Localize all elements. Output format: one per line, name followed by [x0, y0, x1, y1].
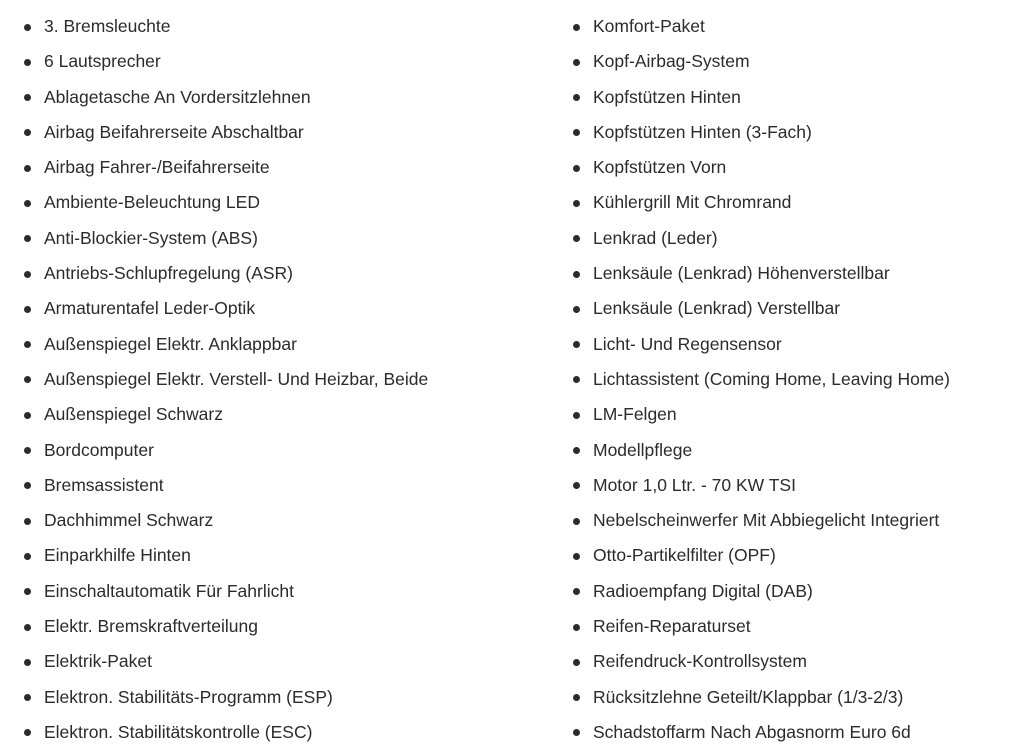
feature-item: [573, 150, 1024, 185]
bullet-icon: [573, 129, 580, 136]
feature-label: Airbag Beifahrerseite Abschaltbar: [44, 121, 304, 142]
feature-column-left: [24, 9, 544, 750]
feature-item: [24, 291, 544, 326]
feature-label: Antriebs-Schlupfregelung (ASR): [44, 263, 294, 284]
feature-item: [573, 221, 1024, 256]
feature-item: [573, 574, 1024, 609]
bullet-icon: [24, 694, 31, 701]
bullet-icon: [24, 518, 31, 525]
feature-item: [24, 715, 544, 750]
feature-item: [573, 715, 1024, 750]
feature-item: [24, 538, 544, 573]
feature-label: Dachhimmel Schwarz: [44, 510, 214, 531]
feature-item: [24, 362, 544, 397]
bullet-icon: [24, 624, 31, 631]
bullet-icon: [573, 94, 580, 101]
bullet-icon: [24, 376, 31, 383]
bullet-icon: [573, 729, 580, 736]
bullet-icon: [24, 129, 31, 136]
feature-label: Außenspiegel Elektr. Anklappbar: [44, 333, 297, 354]
bullet-icon: [24, 412, 31, 419]
bullet-icon: [24, 165, 31, 172]
bullet-icon: [573, 694, 580, 701]
feature-label: Elektron. Stabilitäts-Programm (ESP): [44, 686, 333, 707]
feature-item: [573, 256, 1024, 291]
feature-label: Schadstoffarm Nach Abgasnorm Euro 6d: [593, 721, 911, 742]
feature-label: Lenksäule (Lenkrad) Höhenverstellbar: [593, 263, 890, 284]
bullet-icon: [24, 271, 31, 278]
feature-label: Einschaltautomatik Für Fahrlicht: [44, 580, 294, 601]
feature-item: [573, 362, 1024, 397]
feature-label: Elektrik-Paket: [44, 651, 152, 672]
feature-label: LM-Felgen: [593, 404, 677, 425]
feature-item: [24, 574, 544, 609]
feature-label: 3. Bremsleuchte: [44, 16, 171, 36]
bullet-icon: [573, 659, 580, 666]
feature-item: [24, 80, 544, 115]
feature-item: [24, 256, 544, 291]
feature-item: [24, 327, 544, 362]
bullet-icon: [573, 553, 580, 560]
feature-item: [24, 44, 544, 79]
feature-label: Armaturentafel Leder-Optik: [44, 298, 256, 319]
feature-label: Otto-Partikelfilter (OPF): [593, 545, 776, 566]
feature-label: Airbag Fahrer-/Beifahrerseite: [44, 157, 270, 178]
feature-label: Modellpflege: [593, 439, 693, 460]
feature-item: [573, 680, 1024, 715]
feature-item: [24, 680, 544, 715]
feature-label: Reifendruck-Kontrollsystem: [593, 651, 807, 672]
feature-item: [573, 433, 1024, 468]
feature-item: [573, 80, 1024, 115]
feature-label: Kopfstützen Vorn: [593, 157, 727, 178]
bullet-icon: [24, 588, 31, 595]
feature-item: [24, 9, 544, 44]
feature-item: [573, 397, 1024, 432]
bullet-icon: [24, 24, 31, 31]
bullet-icon: [573, 447, 580, 454]
feature-label: Außenspiegel Elektr. Verstell- Und Heizbar, Beide: [44, 368, 429, 389]
feature-item: [24, 433, 544, 468]
feature-label: Reifen-Reparaturset: [593, 616, 751, 637]
bullet-icon: [24, 659, 31, 666]
feature-label: Rücksitzlehne Geteilt/Klappbar (1/3-2/3): [593, 686, 904, 707]
feature-label: Außenspiegel Schwarz: [44, 404, 223, 425]
feature-item: [24, 397, 544, 432]
feature-item: [573, 44, 1024, 79]
feature-item: [573, 327, 1024, 362]
feature-item: [573, 9, 1024, 44]
feature-label: Komfort-Paket: [593, 16, 705, 36]
feature-item: [573, 185, 1024, 220]
feature-item: [573, 468, 1024, 503]
bullet-icon: [24, 482, 31, 489]
bullet-icon: [573, 624, 580, 631]
feature-item: [573, 644, 1024, 679]
bullet-icon: [573, 518, 580, 525]
bullet-icon: [24, 341, 31, 348]
bullet-icon: [573, 200, 580, 207]
bullet-icon: [573, 24, 580, 31]
feature-item: [24, 644, 544, 679]
bullet-icon: [24, 306, 31, 313]
bullet-icon: [24, 94, 31, 101]
feature-label: Nebelscheinwerfer Mit Abbiegelicht Integriert: [593, 510, 940, 531]
bullet-icon: [573, 59, 580, 66]
feature-item: [24, 221, 544, 256]
feature-label: Ambiente-Beleuchtung LED: [44, 192, 260, 213]
feature-item: [573, 503, 1024, 538]
feature-label: Anti-Blockier-System (ABS): [44, 227, 258, 248]
feature-label: Bremsassistent: [44, 474, 164, 495]
bullet-icon: [573, 341, 580, 348]
feature-item: [24, 115, 544, 150]
bullet-icon: [573, 482, 580, 489]
feature-label: Einparkhilfe Hinten: [44, 545, 191, 566]
feature-label: Kopf-Airbag-System: [593, 51, 750, 72]
feature-label: 6 Lautsprecher: [44, 51, 161, 72]
feature-label: Motor 1,0 Ltr. - 70 KW TSI: [593, 474, 796, 495]
feature-label: Radioempfang Digital (DAB): [593, 580, 813, 601]
feature-item: [573, 538, 1024, 573]
feature-label: Elektron. Stabilitätskontrolle (ESC): [44, 721, 313, 742]
feature-label: Ablagetasche An Vordersitzlehnen: [44, 86, 311, 107]
feature-label: Lenkrad (Leder): [593, 227, 718, 248]
feature-label: Elektr. Bremskraftverteilung: [44, 616, 258, 637]
feature-label: Kühlergrill Mit Chromrand: [593, 192, 792, 213]
feature-label: Lenksäule (Lenkrad) Verstellbar: [593, 298, 841, 319]
bullet-icon: [24, 447, 31, 454]
feature-label: Kopfstützen Hinten (3-Fach): [593, 121, 812, 142]
feature-label: Lichtassistent (Coming Home, Leaving Home): [593, 368, 950, 389]
bullet-icon: [573, 271, 580, 278]
feature-item: [24, 609, 544, 644]
feature-label: Kopfstützen Hinten: [593, 86, 741, 107]
bullet-icon: [24, 553, 31, 560]
bullet-icon: [573, 235, 580, 242]
feature-label: Bordcomputer: [44, 439, 154, 460]
feature-item: [24, 185, 544, 220]
bullet-icon: [573, 165, 580, 172]
feature-column-right: [573, 9, 1024, 750]
feature-item: [24, 150, 544, 185]
bullet-icon: [573, 306, 580, 313]
feature-item: [24, 468, 544, 503]
feature-item: [573, 291, 1024, 326]
feature-item: [24, 503, 544, 538]
bullet-icon: [573, 376, 580, 383]
bullet-icon: [24, 59, 31, 66]
bullet-icon: [573, 588, 580, 595]
bullet-icon: [24, 200, 31, 207]
feature-item: [573, 115, 1024, 150]
bullet-icon: [573, 412, 580, 419]
feature-label: Licht- Und Regensensor: [593, 333, 782, 354]
bullet-icon: [24, 729, 31, 736]
feature-item: [573, 609, 1024, 644]
bullet-icon: [24, 235, 31, 242]
